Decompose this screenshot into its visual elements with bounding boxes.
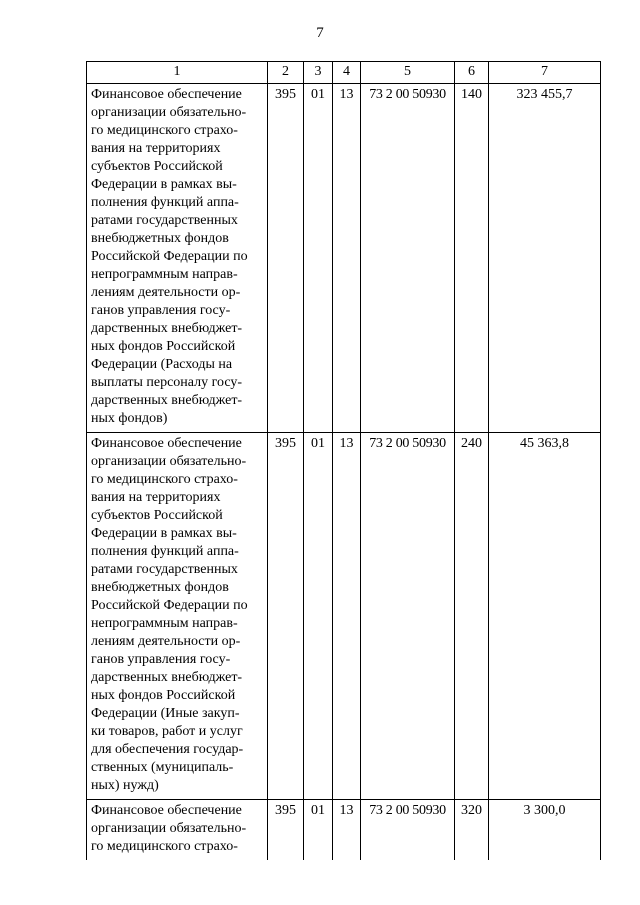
description-line: дарственных внебюджет- <box>91 393 243 408</box>
description-line: Финансовое обеспечение <box>91 87 242 102</box>
description-line: Федерации в рамках вы- <box>91 177 237 192</box>
description-line: организации обязательно- <box>91 454 247 469</box>
header-col-4: 4 <box>333 62 361 84</box>
description-line: ганов управления госу- <box>91 303 231 318</box>
description-line: организации обязательно- <box>91 821 247 836</box>
description-line: ки товаров, работ и услуг <box>91 724 243 739</box>
header-row <box>87 62 601 84</box>
description-line: ных фондов) <box>91 411 168 426</box>
section-code: 01 <box>304 433 333 800</box>
description-line: внебюджетных фондов <box>91 231 229 246</box>
subsection-code: 13 <box>333 433 361 800</box>
description-line: полнения функций аппа- <box>91 544 239 559</box>
description-line: го медицинского страхо- <box>91 839 238 854</box>
description-line: Федерации (Иные закуп- <box>91 706 240 721</box>
row-description <box>87 433 268 800</box>
description-line: лениям деятельности ор- <box>91 285 241 300</box>
description-line: непрограммным направ- <box>91 267 238 282</box>
description-line: полнения функций аппа- <box>91 195 239 210</box>
header-col-3: 3 <box>304 62 333 84</box>
description-line: дарственных внебюджет- <box>91 321 243 336</box>
description-line: дарственных внебюджет- <box>91 670 243 685</box>
description-line: субъектов Российской <box>91 508 223 523</box>
description-line: ратами государственных <box>91 562 238 577</box>
description-line: внебюджетных фондов <box>91 580 229 595</box>
target-article-code: 73 2 00 50930 <box>361 800 455 861</box>
description-line: го медицинского страхо- <box>91 123 238 138</box>
description-line: непрограммным направ- <box>91 616 238 631</box>
amount-value: 3 300,0 <box>489 800 601 861</box>
description-line: лениям деятельности ор- <box>91 634 241 649</box>
target-article-code: 73 2 00 50930 <box>361 433 455 800</box>
table-row <box>87 800 601 861</box>
description-line: ных) нужд) <box>91 778 159 793</box>
header-col-2: 2 <box>268 62 304 84</box>
description-line: ных фондов Российской <box>91 688 236 703</box>
description-line: для обеспечения государ- <box>91 742 244 757</box>
description-line: Федерации в рамках вы- <box>91 526 237 541</box>
header-col-6: 6 <box>455 62 489 84</box>
header-col-5: 5 <box>361 62 455 84</box>
description-line: Финансовое обеспечение <box>91 436 242 451</box>
description-line: вания на территориях <box>91 141 221 156</box>
amount-value: 323 455,7 <box>489 84 601 433</box>
section-code: 01 <box>304 800 333 861</box>
ministry-code: 395 <box>268 800 304 861</box>
subsection-code: 13 <box>333 800 361 861</box>
row-description <box>87 84 268 433</box>
description-line: Федерации (Расходы на <box>91 357 233 372</box>
amount-value: 45 363,8 <box>489 433 601 800</box>
expense-type-code: 240 <box>455 433 489 800</box>
header-col-7: 7 <box>489 62 601 84</box>
description-line: субъектов Российской <box>91 159 223 174</box>
row-description <box>87 800 268 861</box>
description-line: организации обязательно- <box>91 105 247 120</box>
table-row <box>87 84 601 433</box>
expense-type-code: 140 <box>455 84 489 433</box>
description-line: ратами государственных <box>91 213 238 228</box>
subsection-code: 13 <box>333 84 361 433</box>
table-row <box>87 433 601 800</box>
target-article-code: 73 2 00 50930 <box>361 84 455 433</box>
description-line: Российской Федерации по <box>91 249 248 264</box>
description-line: Финансовое обеспечение <box>91 803 242 818</box>
expense-type-code: 320 <box>455 800 489 861</box>
description-line: вания на территориях <box>91 490 221 505</box>
description-line: ганов управления госу- <box>91 652 231 667</box>
description-line: Российской Федерации по <box>91 598 248 613</box>
description-line: го медицинского страхо- <box>91 472 238 487</box>
ministry-code: 395 <box>268 433 304 800</box>
description-line: выплаты персоналу госу- <box>91 375 243 390</box>
header-col-1: 1 <box>87 62 268 84</box>
description-line: ных фондов Российской <box>91 339 236 354</box>
section-code: 01 <box>304 84 333 433</box>
description-line: ственных (муниципаль- <box>91 760 234 775</box>
budget-table <box>86 61 601 860</box>
ministry-code: 395 <box>268 84 304 433</box>
page-number: 7 <box>316 25 324 41</box>
